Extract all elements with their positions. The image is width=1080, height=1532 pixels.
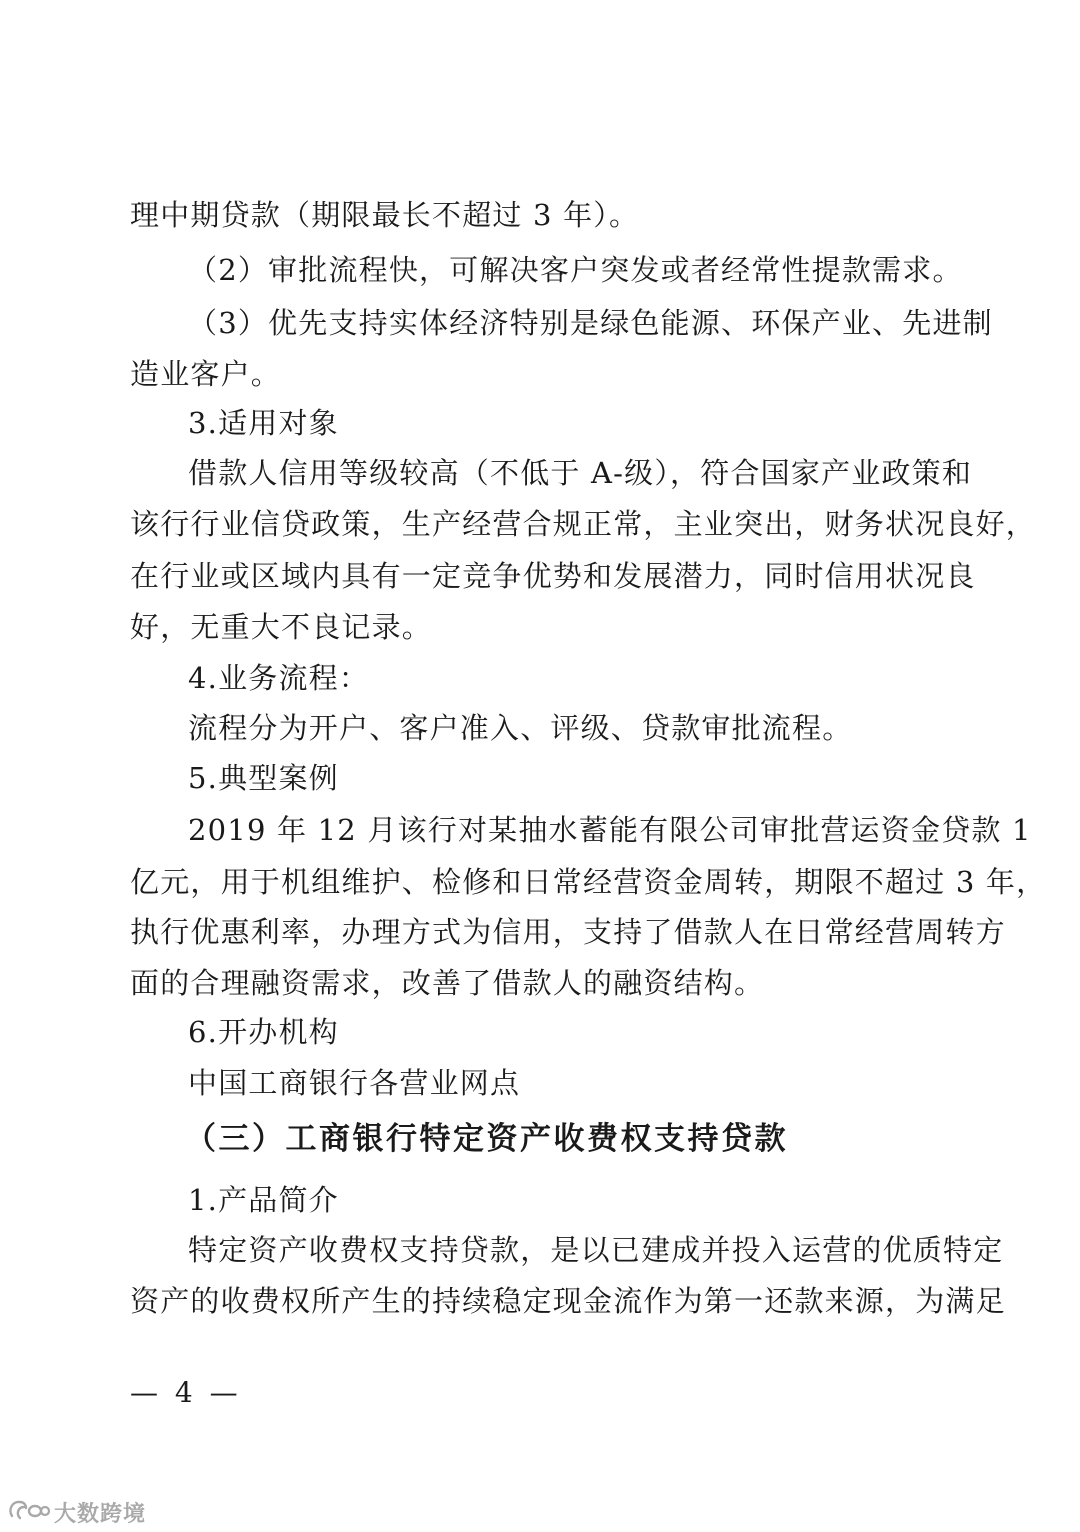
- section-heading: 3.适用对象: [188, 406, 339, 440]
- text-line: 理中期贷款（期限最长不超过 3 年）。: [130, 198, 640, 232]
- text-line: 中国工商银行各营业网点: [188, 1066, 521, 1100]
- brand-logo-icon: [6, 1496, 50, 1528]
- text-line: 特定资产收费权支持贷款，是以已建成并投入运营的优质特定: [188, 1233, 1004, 1267]
- text-line: 在行业或区域内具有一定竞争优势和发展潜力，同时信用状况良: [130, 559, 976, 593]
- text-line: 该行行业信贷政策，生产经营合规正常，主业突出，财务状况良好，: [130, 507, 1037, 541]
- page-number: — 4 —: [130, 1376, 242, 1409]
- watermark: [6, 1496, 146, 1528]
- section-heading: 4.业务流程：: [188, 661, 370, 695]
- text-line: 执行优惠利率，办理方式为信用，支持了借款人在日常经营周转方: [130, 915, 1006, 949]
- section-heading: 6.开办机构: [188, 1015, 339, 1049]
- watermark-text: 大数跨境: [54, 1501, 147, 1527]
- text-line: 资产的收费权所产生的持续稳定现金流作为第一还款来源，为满足: [130, 1284, 1006, 1318]
- text-line: 借款人信用等级较高（不低于 A-级），符合国家产业政策和: [188, 456, 973, 490]
- text-line: （2）审批流程快，可解决客户突发或者经常性提款需求。: [188, 253, 963, 287]
- section-heading: 5.典型案例: [188, 761, 339, 795]
- text-line: 好，无重大不良记录。: [130, 610, 433, 644]
- text-line: 造业客户。: [130, 357, 282, 391]
- text-line: 面的合理融资需求，改善了借款人的融资结构。: [130, 966, 765, 1000]
- text-line: 流程分为开户、客户准入、评级、贷款审批流程。: [188, 711, 853, 745]
- section-heading: 1.产品简介: [188, 1183, 339, 1217]
- text-line: 2019 年 12 月该行对某抽水蓄能有限公司审批营运资金贷款 1: [188, 813, 1032, 847]
- chapter-heading: （三）工商银行特定资产收费权支持贷款: [185, 1121, 788, 1157]
- text-line: （3）优先支持实体经济特别是绿色能源、环保产业、先进制: [188, 306, 993, 340]
- text-line: 亿元，用于机组维护、检修和日常经营资金周转，期限不超过 3 年，: [130, 865, 1047, 899]
